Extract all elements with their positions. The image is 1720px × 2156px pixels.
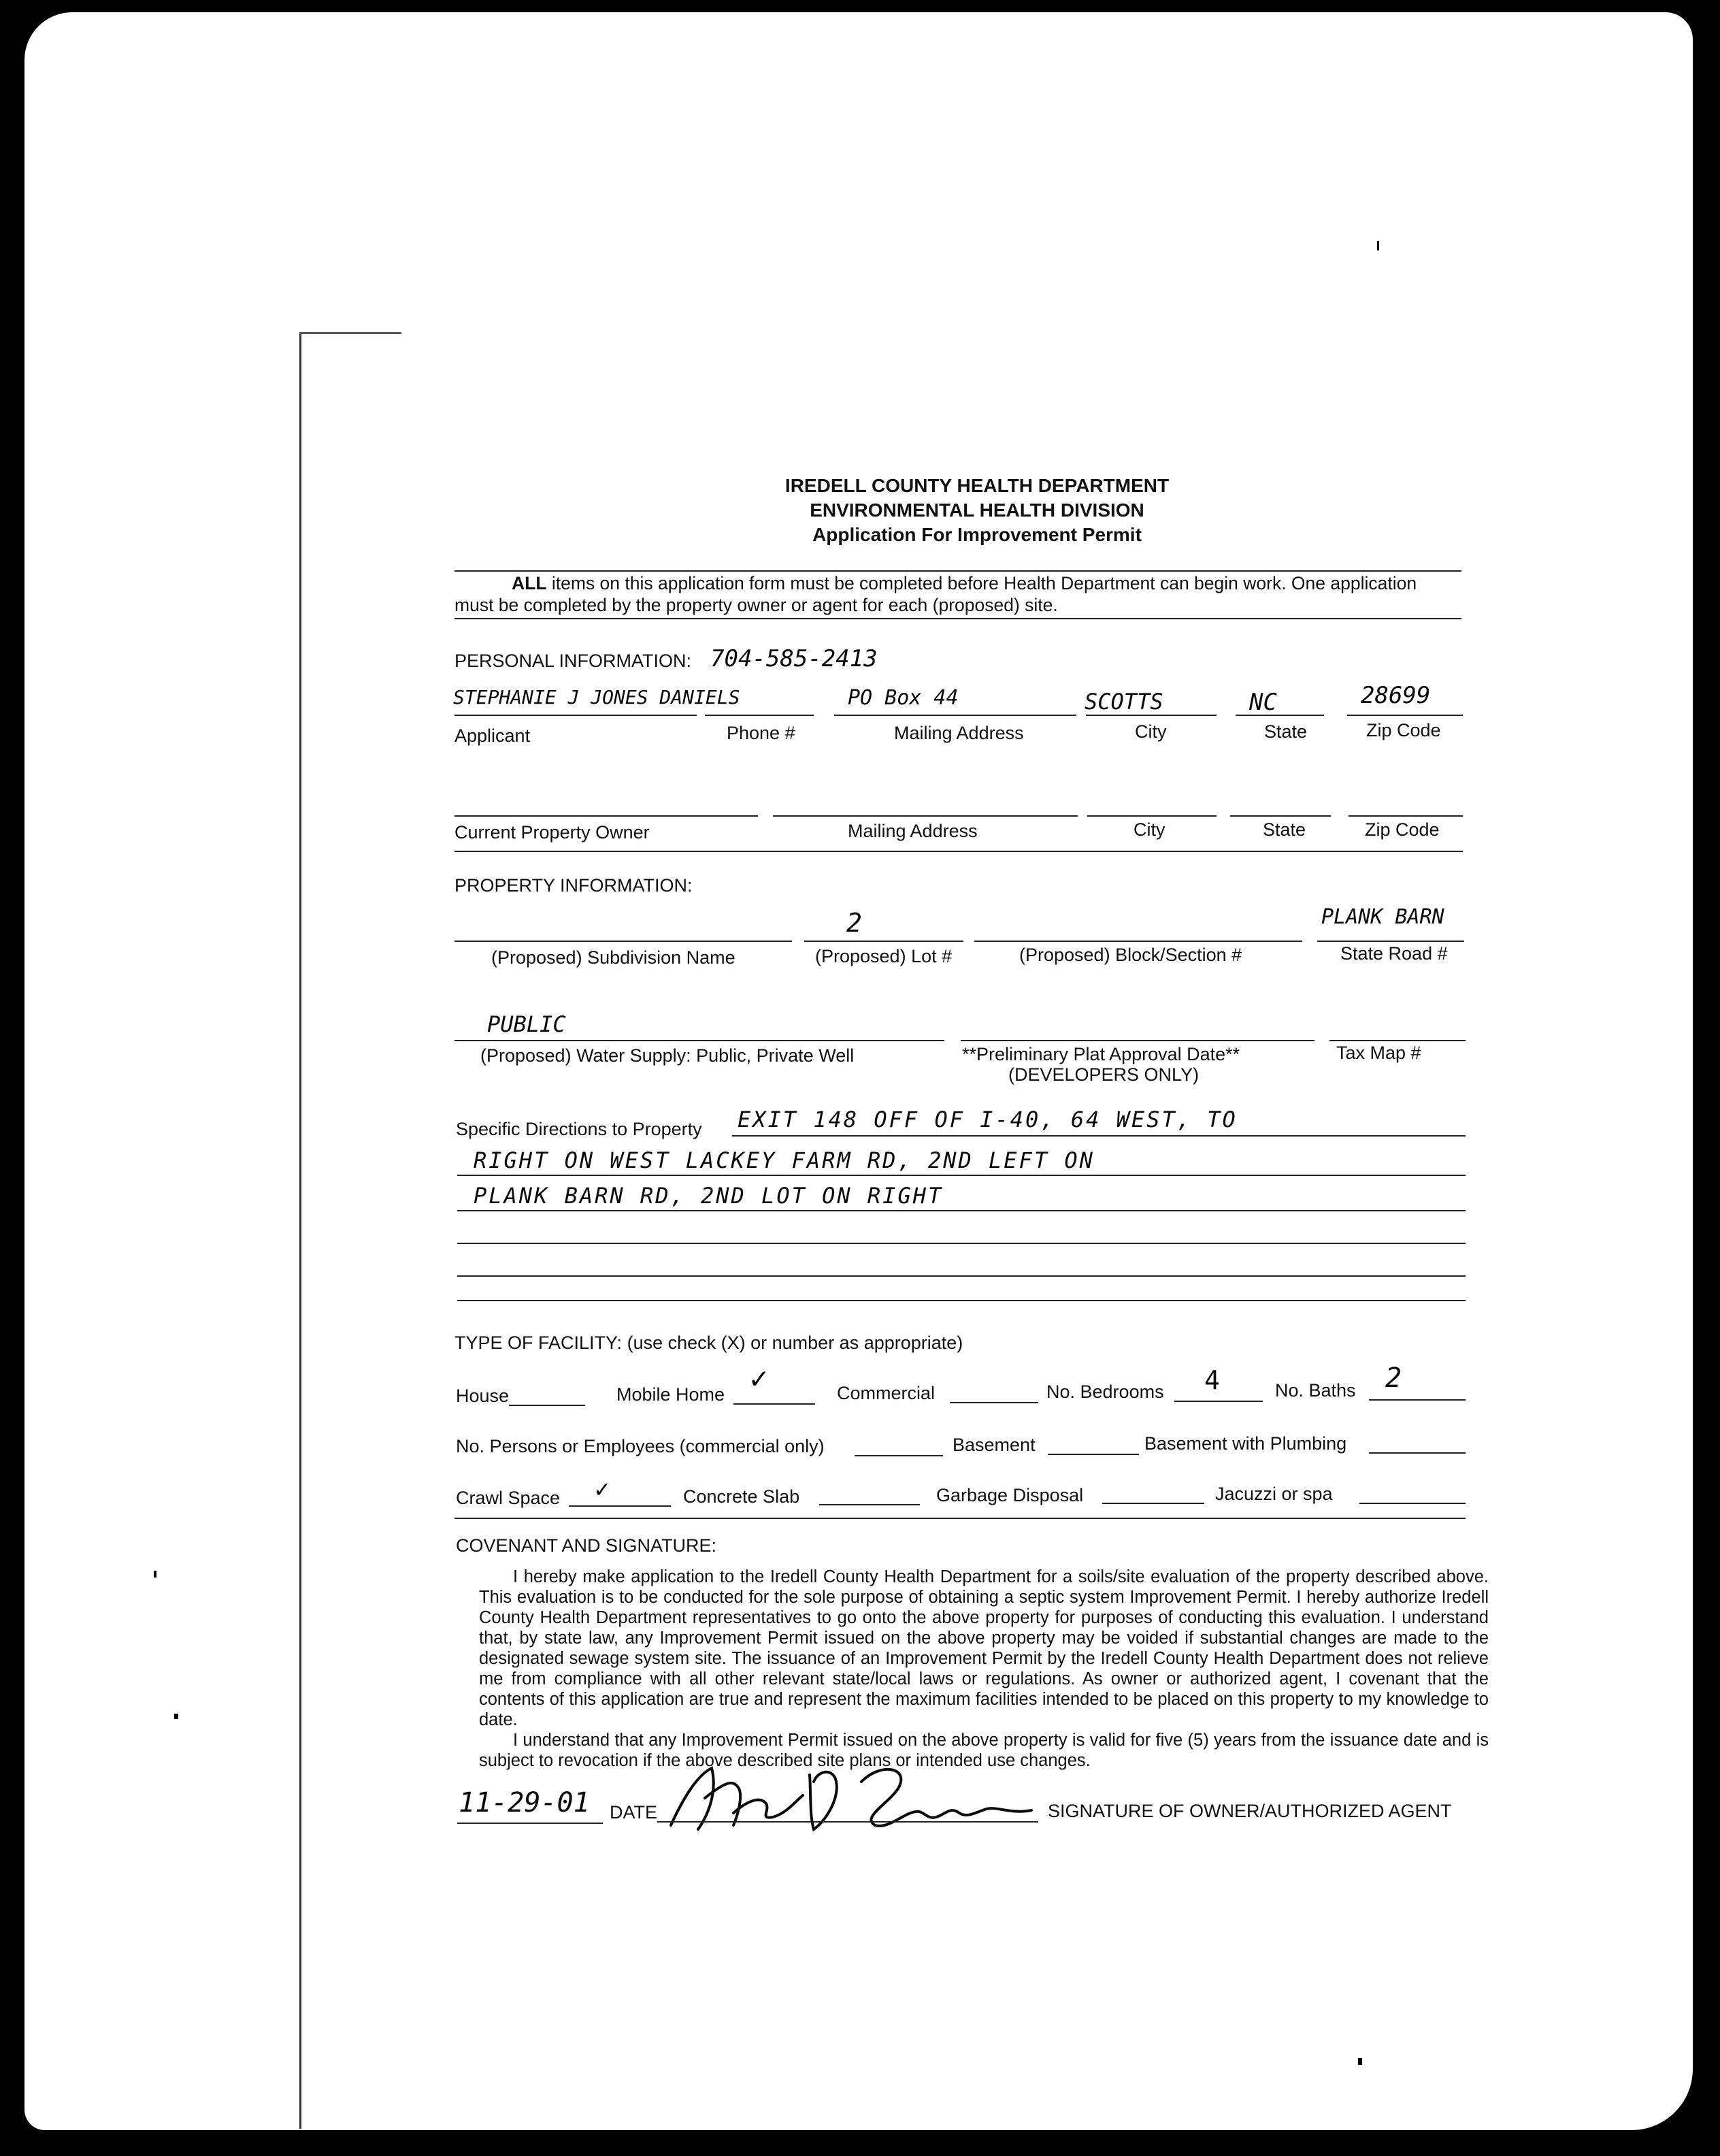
header-title: Application For Improvement Permit bbox=[812, 524, 1142, 545]
date-value[interactable]: 11-29-01 bbox=[459, 1787, 590, 1818]
applicant-line bbox=[454, 715, 697, 716]
basement-label: Basement bbox=[953, 1435, 1036, 1455]
owner-mailing-line bbox=[773, 815, 1078, 817]
slab-label: Concrete Slab bbox=[683, 1486, 800, 1507]
city-value[interactable]: SCOTTS bbox=[1085, 689, 1163, 715]
applicant-value[interactable]: STEPHANIE J JONES DANIELS bbox=[453, 686, 740, 708]
signature-line bbox=[657, 1821, 1038, 1823]
facility-heading-text: TYPE OF FACILITY: bbox=[454, 1333, 623, 1353]
house-line bbox=[509, 1405, 585, 1406]
plat-label: **Preliminary Plat Approval Date** bbox=[962, 1044, 1240, 1064]
water-value[interactable]: PUBLIC bbox=[487, 1011, 566, 1037]
signature-stroke bbox=[671, 1768, 1031, 1829]
state-value[interactable]: NC bbox=[1249, 689, 1277, 716]
scan-speck bbox=[174, 1714, 178, 1719]
signature[interactable] bbox=[657, 1754, 1038, 1843]
mailing-line bbox=[834, 715, 1076, 716]
block-line bbox=[974, 941, 1302, 942]
application-form-page bbox=[24, 12, 1693, 2130]
zip-label: Zip Code bbox=[1366, 720, 1441, 740]
state-label: State bbox=[1264, 721, 1308, 742]
bedrooms-line bbox=[1174, 1401, 1263, 1402]
plat-line bbox=[961, 1040, 1314, 1041]
facility-heading-note: (use check (X) or number as appropriate) bbox=[627, 1333, 963, 1353]
jacuzzi-label: Jacuzzi or spa bbox=[1215, 1484, 1333, 1504]
crawl-line bbox=[569, 1505, 671, 1507]
road-line bbox=[1317, 941, 1464, 942]
state-line bbox=[1236, 715, 1324, 716]
water-line bbox=[454, 1040, 944, 1041]
personal-heading: PERSONAL INFORMATION: bbox=[454, 651, 692, 671]
phone-label: Phone # bbox=[727, 723, 795, 743]
directions-line-3[interactable]: PLANK BARN RD, 2ND LOT ON RIGHT bbox=[474, 1183, 944, 1209]
sheet-top-edge bbox=[299, 332, 401, 334]
city-line bbox=[1086, 715, 1217, 716]
road-value[interactable]: PLANK BARN bbox=[1321, 905, 1444, 929]
plat-note: (DEVELOPERS ONLY) bbox=[1008, 1064, 1200, 1085]
basement-plumbing-line bbox=[1369, 1452, 1466, 1454]
covenant-paragraph-2: I understand that any Improvement Permit issued on the above property is valid for five (5) years from the issuance date and is subject to revocation if the above described site plans or intended use changes. bbox=[479, 1731, 1489, 1770]
directions-line-1[interactable]: EXIT 148 OFF OF I-40, 64 WEST, TO bbox=[738, 1107, 1238, 1132]
slab-line bbox=[819, 1504, 920, 1505]
mobile-value[interactable]: ✓ bbox=[750, 1361, 768, 1396]
subdivision-line bbox=[454, 941, 792, 942]
baths-line bbox=[1369, 1399, 1466, 1401]
commercial-line bbox=[950, 1402, 1038, 1403]
intro-line1 bbox=[512, 573, 1417, 594]
intro-text1: items on this application form must be completed before Health Department can begin work. One application bbox=[546, 573, 1417, 593]
basement-plumbing-label: Basement with Plumbing bbox=[1144, 1433, 1347, 1454]
directions-rule-6 bbox=[457, 1300, 1466, 1301]
owner-zip-line bbox=[1349, 815, 1463, 817]
lot-label: (Proposed) Lot # bbox=[815, 946, 953, 966]
property-heading: PROPERTY INFORMATION: bbox=[454, 875, 693, 896]
garbage-line bbox=[1102, 1503, 1204, 1504]
directions-line-2[interactable]: RIGHT ON WEST LACKEY FARM RD, 2ND LEFT ON bbox=[474, 1147, 1095, 1173]
house-label: House bbox=[456, 1386, 510, 1406]
rule-intro bbox=[454, 618, 1461, 619]
intro-line2: must be completed by the property owner or agent for each (proposed) site. bbox=[454, 595, 1058, 615]
date-label: DATE bbox=[610, 1802, 658, 1823]
taxmap-label: Tax Map # bbox=[1336, 1043, 1421, 1063]
directions-rule-4 bbox=[457, 1243, 1466, 1244]
owner-city-line bbox=[1087, 815, 1217, 817]
zip-line bbox=[1347, 715, 1463, 716]
baths-label: No. Baths bbox=[1275, 1380, 1356, 1401]
rule-personal-end bbox=[454, 851, 1463, 852]
scan-speck bbox=[1358, 2058, 1362, 2065]
lot-line bbox=[804, 941, 963, 942]
taxmap-line bbox=[1329, 1040, 1466, 1041]
covenant-text bbox=[479, 1567, 1489, 1771]
lot-value[interactable]: 2 bbox=[846, 908, 862, 938]
rule-top bbox=[454, 570, 1461, 572]
zip-value[interactable]: 28699 bbox=[1361, 682, 1431, 709]
applicant-label: Applicant bbox=[454, 725, 531, 746]
owner-line bbox=[454, 815, 758, 817]
header-division: ENVIRONMENTAL HEALTH DIVISION bbox=[810, 500, 1144, 521]
persons-label: No. Persons or Employees (commercial only) bbox=[456, 1436, 825, 1456]
intro-all: ALL bbox=[512, 573, 547, 593]
baths-value[interactable]: 2 bbox=[1385, 1362, 1402, 1394]
directions-rule-5 bbox=[457, 1275, 1466, 1277]
header-department: IREDELL COUNTY HEALTH DEPARTMENT bbox=[784, 475, 1170, 496]
owner-label: Current Property Owner bbox=[454, 822, 650, 843]
basement-line bbox=[1048, 1454, 1139, 1455]
owner-zip-label: Zip Code bbox=[1365, 819, 1440, 840]
scan-speck bbox=[1377, 241, 1379, 250]
crawl-value[interactable]: ✓ bbox=[595, 1475, 610, 1503]
scan-speck bbox=[154, 1571, 156, 1578]
signature-label: SIGNATURE OF OWNER/AUTHORIZED AGENT bbox=[1048, 1801, 1452, 1821]
directions-rule-1 bbox=[732, 1135, 1466, 1137]
owner-state-label: State bbox=[1263, 819, 1306, 840]
facility-heading bbox=[454, 1333, 963, 1354]
date-line bbox=[457, 1823, 603, 1824]
directions-label: Specific Directions to Property bbox=[456, 1119, 702, 1139]
mailing-value[interactable]: PO Box 44 bbox=[848, 686, 959, 710]
phone-value[interactable]: 704-585-2413 bbox=[710, 645, 878, 672]
sheet-edge bbox=[299, 332, 301, 2129]
rule-facility-end bbox=[454, 1518, 1466, 1519]
persons-line bbox=[855, 1455, 943, 1456]
block-label: (Proposed) Block/Section # bbox=[1019, 945, 1242, 965]
garbage-label: Garbage Disposal bbox=[936, 1485, 1084, 1505]
owner-mailing-label: Mailing Address bbox=[848, 821, 978, 841]
covenant-heading: COVENANT AND SIGNATURE: bbox=[456, 1535, 717, 1556]
directions-rule-2 bbox=[457, 1175, 1466, 1176]
directions-rule-3 bbox=[457, 1210, 1466, 1211]
owner-state-line bbox=[1230, 815, 1331, 817]
road-label: State Road # bbox=[1340, 943, 1448, 964]
bedrooms-label: No. Bedrooms bbox=[1046, 1382, 1164, 1402]
bedrooms-value[interactable]: 4 bbox=[1204, 1365, 1220, 1395]
jacuzzi-line bbox=[1359, 1503, 1466, 1504]
crawl-label: Crawl Space bbox=[456, 1488, 561, 1508]
subdivision-label: (Proposed) Subdivision Name bbox=[491, 947, 735, 968]
owner-city-label: City bbox=[1134, 819, 1165, 840]
city-label: City bbox=[1135, 721, 1167, 742]
commercial-label: Commercial bbox=[837, 1383, 936, 1403]
phone-line bbox=[705, 715, 814, 716]
covenant-paragraph-1: I hereby make application to the Iredell County Health Department for a soils/site evaluation of the property described above. This evaluation is to be conducted for the sole purpose of obtaining a septic system Improvement Permit. I hereby authorize Iredell County Health Department representatives to go onto the above property for purposes of conducting this evaluation. I understand that, by state law, any Improvement Permit issued on the above property may be voided if substantial changes are made to the designated sewage system site. The issuance of an Improvement Permit by the Iredell County Health Department does not relieve me from compliance with all other relevant state/local laws or regulations. As owner or authorized agent, I covenant that the contents of this application are true and represent the maximum facilities intended to be placed on this property to my knowledge to date. bbox=[479, 1567, 1489, 1729]
mobile-label: Mobile Home bbox=[616, 1384, 725, 1405]
water-label: (Proposed) Water Supply: Public, Private Well bbox=[480, 1045, 855, 1066]
mobile-line bbox=[733, 1403, 815, 1405]
mailing-label: Mailing Address bbox=[894, 723, 1024, 743]
